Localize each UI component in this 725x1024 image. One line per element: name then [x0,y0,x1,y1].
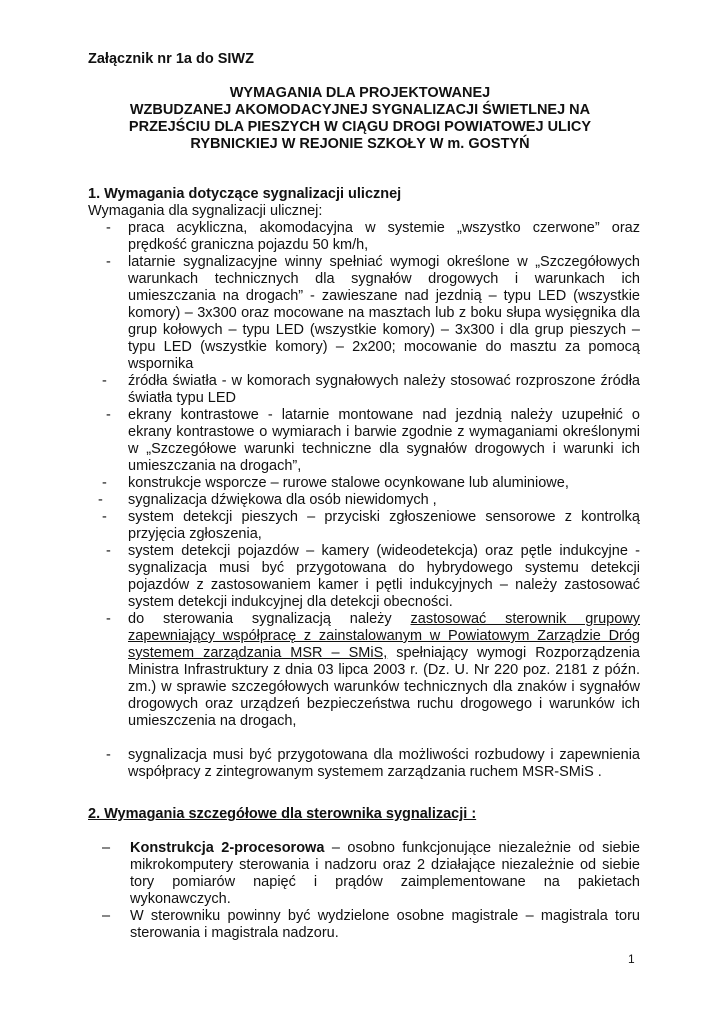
item-bold-text: Konstrukcja 2-procesorowa [130,840,325,856]
item-text: system detekcji pieszych – przyciski zgłoszeniowe sensorowe z kontrolką przyjęcia zgłoszenia, [128,509,640,542]
item-text: ekrany kontrastowe - latarnie montowane nad jezdnią należy uzupełnić o ekrany kontrastowe o wymiarach i barwie zgodnie z wymaganiami określonymi w „Szczegółowe warunki techniczne dla sygnałów drogowych i warunki ich umieszczania na drogach”, [128,407,640,474]
dash-bullet: - [106,611,111,627]
dash-bullet: - [106,254,111,270]
document-title [70,85,650,153]
item-text: konstrukcje wsporcze – rurowe stalowe ocynkowane lub aluminiowe, [128,475,569,491]
title-line: WZBUDZANEJ AKOMODACYJNEJ SYGNALIZACJI ŚWIETLNEJ NA [129,102,591,118]
list-item [88,475,640,492]
item-text: – osobno funkcjonujące niezależnie od siebie mikrokomputery sterowania i nadzoru oraz 2 działające niezależnie od siebie tory pomiarów napięć i prądów zaimplementowane na pakietach wykonawczych. [130,840,640,907]
list-item [88,373,640,407]
section-1-heading: 1. Wymagania dotyczące sygnalizacji ulicznej [88,186,402,202]
dash-bullet: – [102,908,111,924]
dash-bullet: - [106,747,111,763]
dash-bullet: - [106,220,111,236]
title-line: WYMAGANIA DLA PROJEKTOWANEJ [229,85,491,101]
list-item [88,840,640,908]
section-2-heading: 2. Wymagania szczegółowe dla sterownika sygnalizacji : [88,806,477,822]
list-item [88,492,640,509]
section-1-intro: Wymagania dla sygnalizacji ulicznej: [88,203,323,219]
dash-bullet: - [102,373,107,389]
item-text: sygnalizacja dźwiękowa dla osób niewidomych , [128,492,437,508]
item-text: system detekcji pojazdów – kamery (wideodetekcja) oraz pętle indukcyjne - sygnalizacja musi być przygotowana do hybrydowego systemu detekcji pojazdów z zastosowaniem kamer i pętli indukcyjnych – należy zastosować system detekcji indukcyjnej dla detekcji obecności. [128,543,640,610]
dash-bullet: - [102,475,107,491]
dash-bullet: - [102,509,107,525]
dash-bullet: - [106,407,111,423]
page-number: 1 [628,952,635,966]
list-item [88,611,640,730]
title-line: PRZEJŚCIU DLA PIESZYCH W CIĄGU DROGI POWIATOWEJ ULICY [128,119,592,135]
list-item [88,908,640,942]
item-text: W sterowniku powinny być wydzielone osobne magistrale – magistrala toru sterowania i magistrala nadzoru. [130,908,640,941]
list-item [88,747,640,781]
list-item [88,407,640,475]
item-text: sygnalizacja musi być przygotowana dla możliwości rozbudowy i zapewnienia współpracy z zintegrowanym systemem zarządzania ruchem MSR-SMiS . [128,747,640,780]
list-item [88,220,640,254]
controller-requirements-list [88,840,640,942]
list-item [88,509,640,543]
item-text: spełniający wymogi Rozporządzenia Ministra Infrastruktury z dnia 03 lipca 2003 r. (Dz. U. Nr 220 poz. 2181 z późn. zm.) w sprawie szczegółowych warunków technicznych dla znaków i sygnałów drogowych oraz urządzeń bezpieczeństwa ruchu drogowego i warunków ich umieszczenia na drogach, [128,645,640,729]
annex-label: Załącznik nr 1a do SIWZ [88,51,254,67]
dash-bullet: - [98,492,103,508]
item-text: źródła światła - w komorach sygnałowych należy stosować rozproszone źródła światła typu LED [128,373,640,406]
item-text: latarnie sygnalizacyjne winny spełniać wymogi określone w „Szczegółowych warunkach technicznych dla sygnałów drogowych i warunkach ich umieszczania na drogach” - zawieszane nad jezdnią – typu LED (wszystkie komory) – 3x300 oraz mocowane na masztach lub z boku słupa wysięgnika dla grup kołowych – typu LED (wszystkie komory) – 3x300 i dla grup pieszych – typu LED (wszystkie komory) – 2x200; mocowanie do masztu za pomocą wspornika [128,254,640,372]
dash-bullet: – [102,840,111,856]
item-text: do sterowania sygnalizacją należy [128,611,411,627]
dash-bullet: - [106,543,111,559]
paragraph-spacer [88,730,640,747]
title-line: RYBNICKIEJ W REJONIE SZKOŁY W m. GOSTYŃ [190,136,530,152]
item-text-underlined: zastosować sterownik grupowy zapewniający współpracę z zainstalowanym w Powiatowym Zarządzie Dróg systemem zarządzania MSR – SMiS, [128,611,640,661]
list-item [88,254,640,373]
list-item [88,543,640,611]
item-text: praca acykliczna, akomodacyjna w systemie „wszystko czerwone” oraz prędkość graniczna pojazdu 50 km/h, [128,220,640,253]
requirements-list [88,220,640,781]
